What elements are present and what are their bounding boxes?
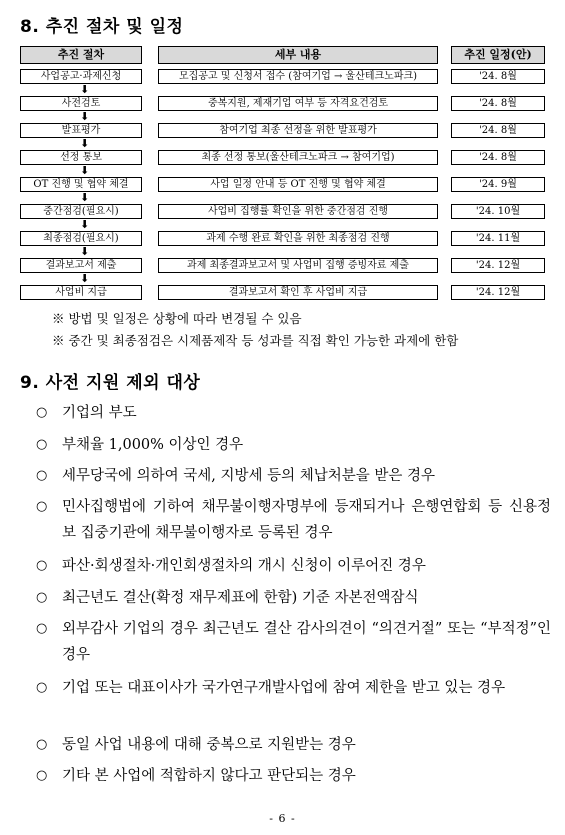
date-cell: '24. 12월 [451, 258, 545, 273]
circle-bullet-icon: ○ [36, 737, 48, 752]
circle-bullet-icon: ○ [36, 499, 48, 514]
detail-cell: 참여기업 최종 선정을 위한 발표평가 [158, 123, 438, 138]
list-item-text: 기업의 부도 [62, 405, 137, 421]
list-item [36, 763, 551, 789]
list-item-text: 민사집행법에 기하여 채무불이행자명부에 등재되거나 은행연합회 등 신용정보 집중기관에 채무불이행자로 등록된 경우 [62, 499, 551, 541]
step-cell: 중간점검(필요시) [20, 204, 142, 219]
detail-cell: 중복지원, 제재기업 여부 등 자격요건검토 [158, 96, 438, 111]
date-cell: '24. 12월 [451, 285, 545, 300]
date-cell: '24. 8월 [451, 123, 545, 138]
step-cell: 발표평가 [20, 123, 142, 138]
header-schedule: 추진 일정(안) [451, 46, 545, 64]
step-cell: 결과보고서 제출 [20, 258, 142, 273]
circle-bullet-icon: ○ [36, 437, 48, 452]
detail-cell: 사업비 집행률 확인을 위한 중간점검 진행 [158, 204, 438, 219]
date-cell: '24. 9월 [451, 177, 545, 192]
circle-bullet-icon: ○ [36, 768, 48, 783]
date-cell: '24. 8월 [451, 69, 545, 84]
date-cell: '24. 8월 [451, 150, 545, 165]
step-cell: 선정 통보 [20, 150, 142, 165]
header-detail: 세부 내용 [158, 46, 438, 64]
circle-bullet-icon: ○ [36, 405, 48, 420]
arrow-down-icon: ⬇ [80, 218, 90, 231]
list-item-text: 부채율 1,000% 이상인 경우 [62, 437, 244, 453]
inspection-note: ※ 중간 및 최종점검은 시제품제작 등 성과를 직접 확인 가능한 과제에 한함 [52, 333, 459, 348]
section-9-title: 9. 사전 지원 제외 대상 [20, 373, 201, 393]
list-item-text: 외부감사 기업의 경우 최근년도 결산 감사의견이 “의견거절” 또는 “부적정”인 경우 [62, 621, 551, 663]
list-item-text: 파산·회생절차·개인회생절차의 개시 신청이 이루어진 경우 [62, 558, 426, 574]
list-item [36, 585, 551, 611]
step-cell: 사업공고·과제신청 [20, 69, 142, 84]
header-step: 추진 절차 [20, 46, 142, 64]
page-number: - 6 - [269, 812, 296, 825]
list-item [36, 675, 551, 701]
arrow-down-icon: ⬇ [80, 164, 90, 177]
circle-bullet-icon: ○ [36, 680, 48, 695]
list-item-text: 동일 사업 내용에 대해 중복으로 지원받는 경우 [62, 737, 356, 753]
detail-cell: 과제 수행 완료 확인을 위한 최종점검 진행 [158, 231, 438, 246]
list-item [36, 463, 551, 489]
step-cell: 사전검토 [20, 96, 142, 111]
arrow-down-icon: ⬇ [80, 83, 90, 96]
arrow-down-icon: ⬇ [80, 191, 90, 204]
list-item-text: 최근년도 결산(확정 재무제표에 한함) 기준 자본전액잠식 [62, 590, 419, 606]
circle-bullet-icon: ○ [36, 590, 48, 605]
circle-bullet-icon: ○ [36, 621, 48, 636]
detail-cell: 최종 선정 통보(울산테크노파크 → 참여기업) [158, 150, 438, 165]
step-cell: 사업비 지급 [20, 285, 142, 300]
list-item [36, 553, 551, 579]
schedule-note: ※ 방법 및 일정은 상황에 따라 변경될 수 있음 [52, 311, 302, 326]
list-item [36, 732, 551, 758]
date-cell: '24. 11월 [451, 231, 545, 246]
section-8-title: 8. 추진 절차 및 일정 [20, 17, 184, 37]
circle-bullet-icon: ○ [36, 468, 48, 483]
detail-cell: 사업 일정 안내 등 OT 진행 및 협약 체결 [158, 177, 438, 192]
list-item [36, 494, 551, 546]
arrow-down-icon: ⬇ [80, 137, 90, 150]
detail-cell: 모집공고 및 신청서 접수 (참여기업 → 울산테크노파크) [158, 69, 438, 84]
detail-cell: 결과보고서 확인 후 사업비 지급 [158, 285, 438, 300]
list-item [36, 432, 551, 458]
step-cell: 최종점검(필요시) [20, 231, 142, 246]
arrow-down-icon: ⬇ [80, 245, 90, 258]
arrow-down-icon: ⬇ [80, 110, 90, 123]
list-item-text: 기타 본 사업에 적합하지 않다고 판단되는 경우 [62, 768, 356, 784]
list-item-text: 세무당국에 의하여 국세, 지방세 등의 체납처분을 받은 경우 [62, 468, 436, 484]
circle-bullet-icon: ○ [36, 558, 48, 573]
date-cell: '24. 8월 [451, 96, 545, 111]
list-item [36, 400, 551, 426]
detail-cell: 과제 최종결과보고서 및 사업비 집행 증빙자료 제출 [158, 258, 438, 273]
date-cell: '24. 10월 [451, 204, 545, 219]
step-cell: OT 진행 및 협약 체결 [20, 177, 142, 192]
arrow-down-icon: ⬇ [80, 272, 90, 285]
list-item [36, 616, 551, 668]
list-item-text: 기업 또는 대표이사가 국가연구개발사업에 참여 제한을 받고 있는 경우 [62, 680, 506, 696]
